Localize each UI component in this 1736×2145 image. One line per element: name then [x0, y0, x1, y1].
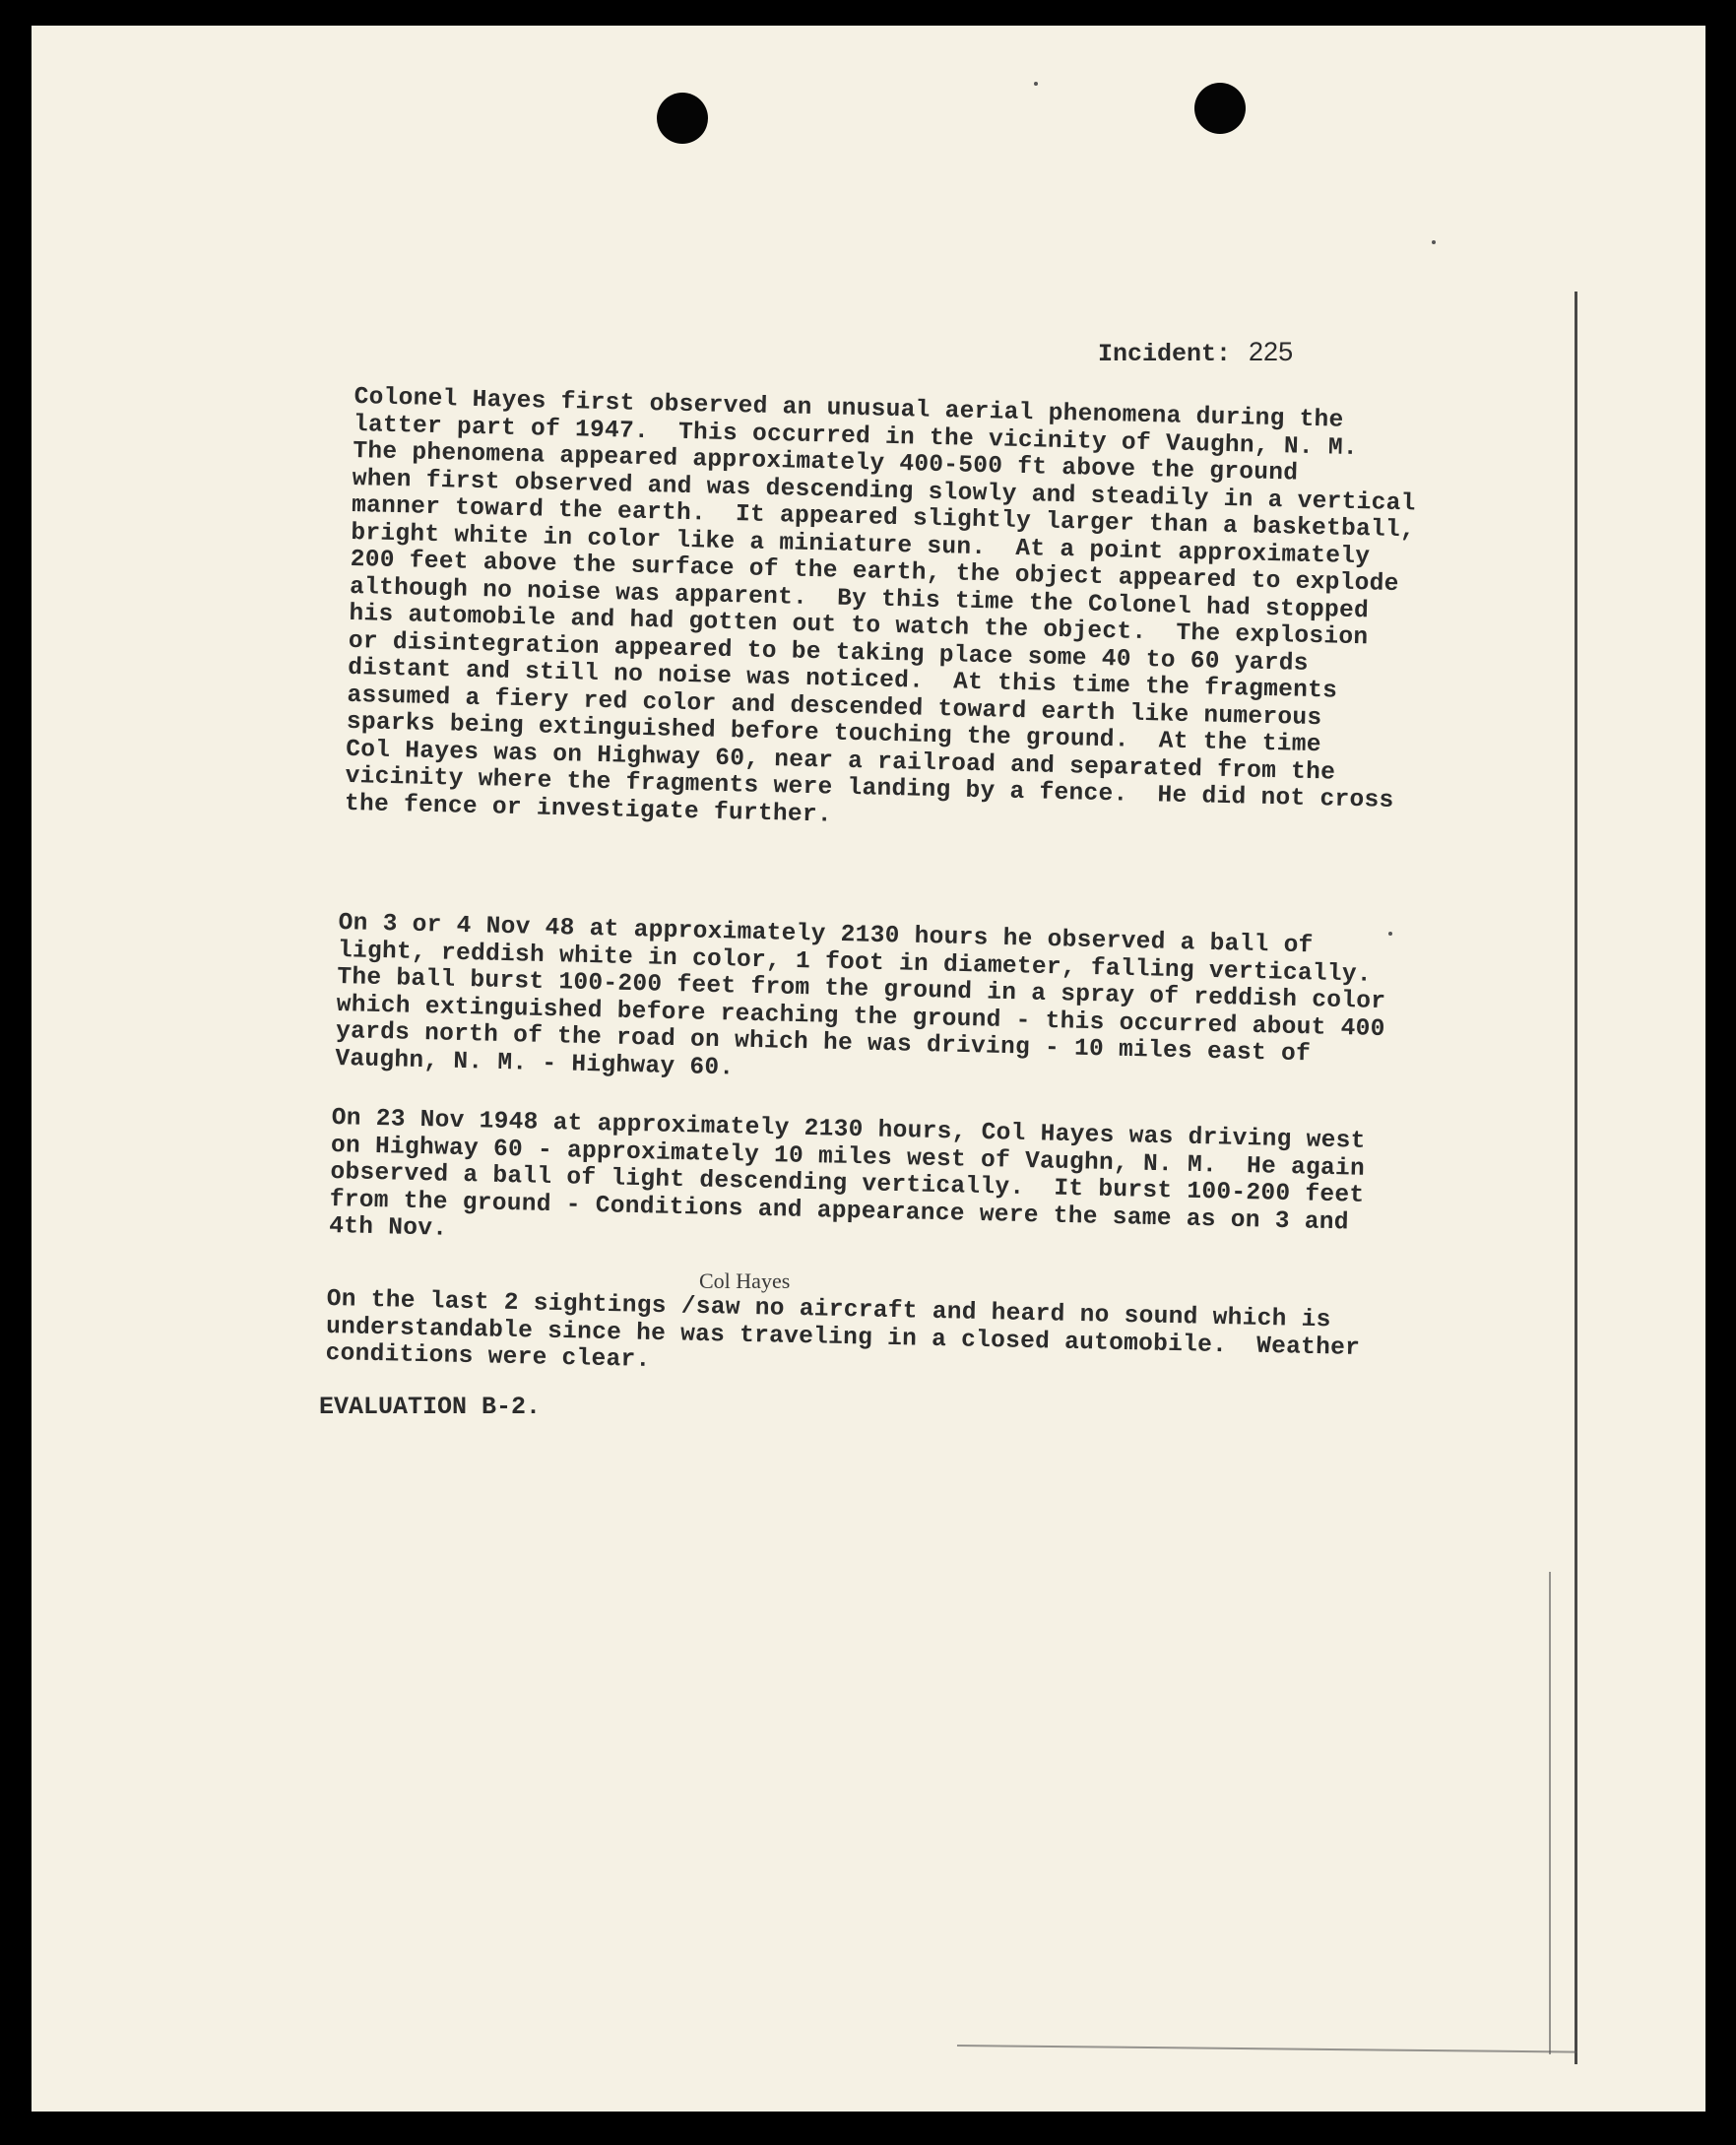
paragraph-nov-3-4-sighting: On 3 or 4 Nov 48 at approximately 2130 hours he observed a ball of light, reddish white in color, 1 foot in diameter, falling vertically. The ball burst 100-200 feet from the ground in a spray of reddish color which extinguished before reaching the ground - this occurred about 400 yards north of the road on which he was driving - 10 miles east of Vaughn, N. M. - Highway 60. — [335, 910, 1386, 1081]
speck — [1432, 240, 1436, 244]
speck — [1388, 932, 1392, 936]
paragraph-nov-23-sighting: On 23 Nov 1948 at approximately 2130 hours, Col Hayes was driving west on Highway 60 - approximately 10 miles west of Vaughn, N. M. He again observed a ball of light descending vertically. It burst 100-200 feet from the ground - Conditions and appearance were the same as on 3 and 4th Nov. — [328, 1105, 1366, 1243]
punch-hole-right — [1194, 83, 1246, 134]
margin-line — [1575, 292, 1577, 2064]
evaluation-line: EVALUATION B-2. — [319, 1393, 542, 1421]
margin-line-inner — [1549, 1572, 1551, 2054]
document-page — [32, 26, 1705, 2112]
bottom-line — [957, 2045, 1577, 2053]
paragraph-conclusion: On the last 2 sightings /saw no aircraft and heard no sound which is understandable since he was traveling in a closed automobile. Weather conditions were clear. — [325, 1286, 1361, 1374]
incident-header — [1098, 337, 1293, 368]
handwritten-insertion: Col Hayes — [699, 1268, 791, 1293]
incident-number: 225 — [1249, 337, 1294, 366]
paragraph-1947-sighting: Colonel Hayes first observed an unusual aerial phenomena during the latter part of 1947. This occurred in the vicinity of Vaughn, N. M. The phenomena appeared approximately 400-500 ft above the ground when first observed and was descending slowly and steadily in a vertical manner toward the earth. It appeared slightly larger than a basketball, bright white in color like a miniature sun. At a point approximately 200 feet above the surface of the earth, the object appeared to explode although no noise was apparent. By this time the Colonel had stopped his automobile and had gotten out to watch the object. The explosion or disintegration appeared to be taking place some 40 to 60 yards distant and still no noise was noticed. At this time the fragments assumed a fiery red color and descended toward earth like numerous sparks being extinguished before touching the ground. At the time Col Hayes was on Highway 60, near a railroad and separated from the vicinity where the fragments were landing by a fence. He did not cross the fence or investigate further. — [344, 384, 1416, 829]
speck — [1034, 82, 1038, 86]
incident-label: Incident: — [1098, 340, 1232, 368]
punch-hole-left — [657, 93, 708, 144]
